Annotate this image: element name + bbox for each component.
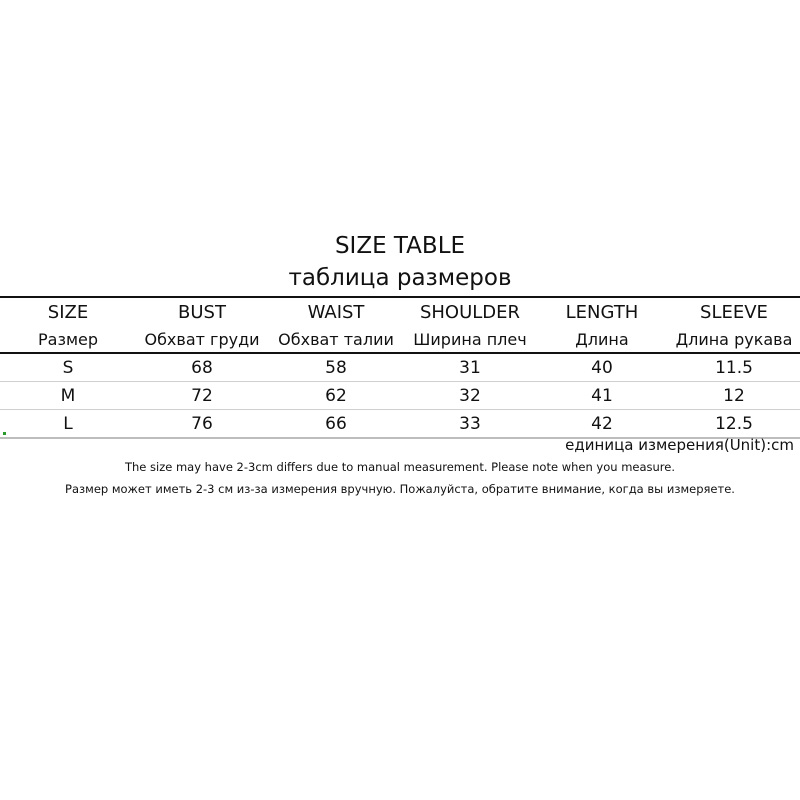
cell-size: L [0,410,136,439]
cell-waist: 62 [268,382,404,410]
header-size: SIZE [0,297,136,326]
cell-sleeve: 11.5 [668,353,800,382]
header-sleeve-ru: Длина рукава [668,326,800,353]
table-row [0,353,800,382]
header-row-russian [0,326,800,353]
unit-note: единица измерения(Unit):cm [565,436,794,454]
measurement-note-english: The size may have 2-3cm differs due to manual measurement. Please note when you measure. [124,460,676,474]
table-row [0,382,800,410]
cell-sleeve: 12.5 [668,410,800,439]
cell-size: M [0,382,136,410]
cell-bust: 72 [136,382,268,410]
cell-length: 41 [536,382,668,410]
header-size-ru: Размер [0,326,136,353]
title-russian: таблица размеров [288,265,512,291]
header-bust-ru: Обхват груди [136,326,268,353]
header-sleeve: SLEEVE [668,297,800,326]
cell-shoulder: 33 [404,410,536,439]
cell-size: S [0,353,136,382]
header-length-ru: Длина [536,326,668,353]
cell-length: 42 [536,410,668,439]
header-length: LENGTH [536,297,668,326]
header-row-english [0,297,800,326]
header-shoulder-ru: Ширина плеч [404,326,536,353]
cell-shoulder: 31 [404,353,536,382]
corner-mark [3,432,6,435]
size-table [0,296,800,439]
cell-bust: 76 [136,410,268,439]
header-waist: WAIST [268,297,404,326]
cell-shoulder: 32 [404,382,536,410]
cell-sleeve: 12 [668,382,800,410]
header-waist-ru: Обхват талии [268,326,404,353]
header-bust: BUST [136,297,268,326]
header-shoulder: SHOULDER [404,297,536,326]
cell-length: 40 [536,353,668,382]
cell-waist: 66 [268,410,404,439]
cell-bust: 68 [136,353,268,382]
cell-waist: 58 [268,353,404,382]
title-english: SIZE TABLE [334,233,466,259]
measurement-note-russian: Размер может иметь 2-3 см из-за измерения вручную. Пожалуйста, обратите внимание, когда вы измеряете. [65,482,735,496]
